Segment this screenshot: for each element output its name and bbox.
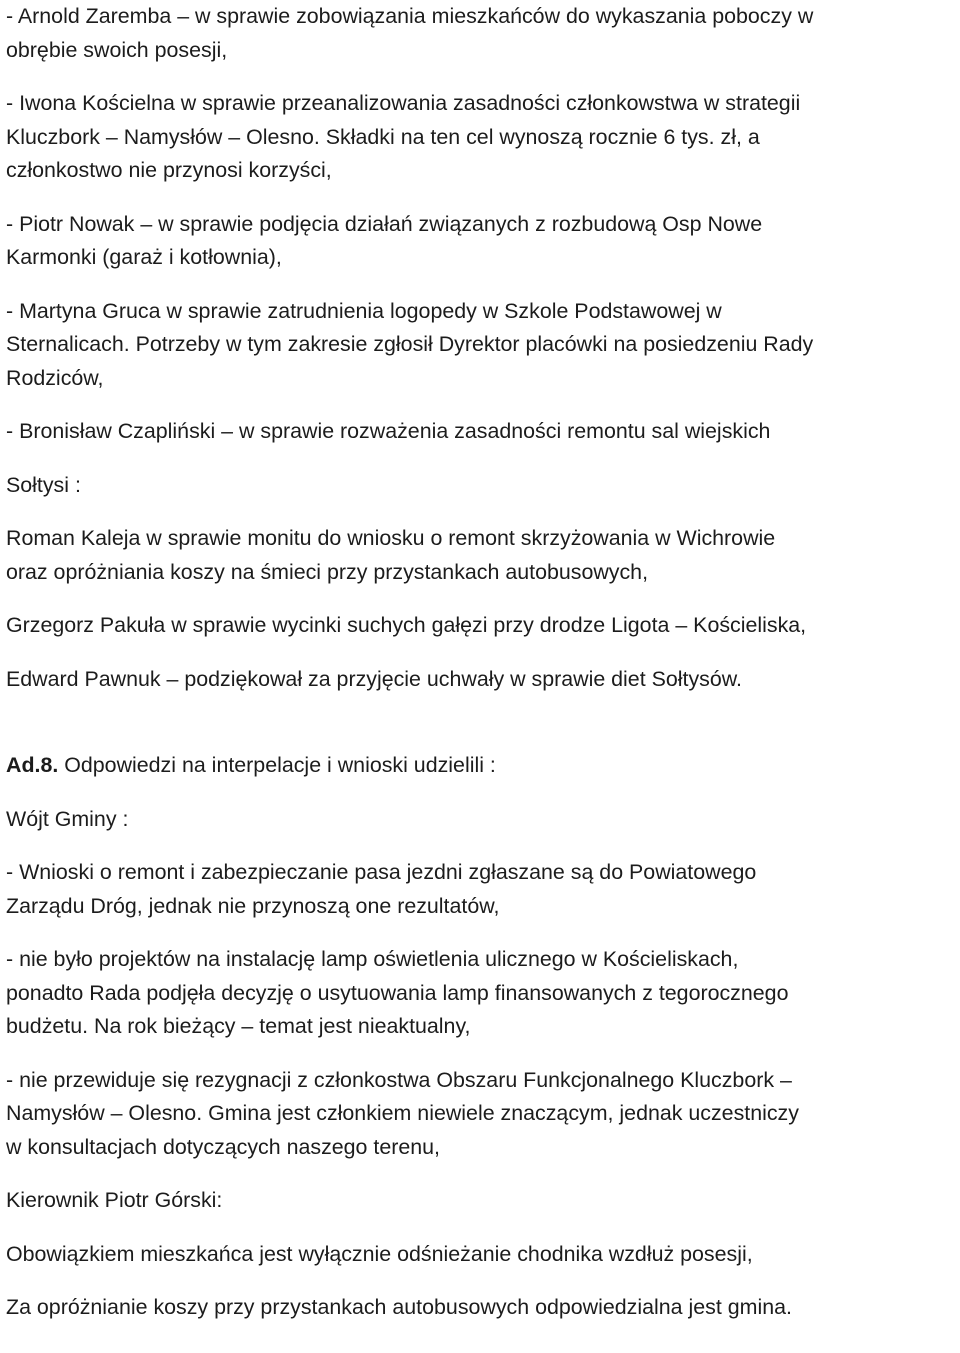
paragraph-piotr-nowak [6,208,956,275]
paragraph-wnioski [6,856,956,923]
paragraph-edward-pawnuk [6,663,956,697]
text-line: Obowiązkiem mieszkańca jest wyłącznie odśnieżanie chodnika wzdłuż posesji, [6,1241,753,1266]
paragraph-czlonkostwo [6,1064,956,1165]
text-line: Kierownik Piotr Górski: [6,1188,223,1212]
paragraph-kosze [6,1291,956,1325]
text-line: Grzegorz Pakuła w sprawie wycinki suchych gałęzi przy drodze Ligota – Kościeliska, [6,613,807,637]
text-line: Edward Pawnuk – podziękował za przyjęcie uchwały w sprawie diet Sołtysów. [6,666,742,691]
paragraph-roman-kaleja [6,522,956,589]
text-line: - Wnioski o remont i zabezpieczanie pasa jezdni zgłaszane są do Powiatowego [6,860,757,884]
text-line: obrębie swoich posesji, [6,37,228,62]
text-line: ponadto Rada podjęła decyzję o usytuowania lamp finansowanych z tegorocznego [6,980,789,1005]
text-line: Za opróżnianie koszy przy przystankach autobusowych odpowiedzialna jest gmina. [6,1295,792,1319]
text-line: członkostwo nie przynosi korzyści, [6,158,332,182]
heading-soltysi [6,469,956,503]
document-page [6,0,956,1325]
text-line: - nie było projektów na instalację lamp oświetlenia ulicznego w Kościeliskach, [6,947,739,971]
text-line: - nie przewiduje się rezygnacji z członkostwa Obszaru Funkcjonalnego Kluczbork – [6,1067,792,1092]
heading-wojt-gminy [6,803,956,837]
text-line: - Iwona Kościelna w sprawie przeanalizowania zasadności członkowstwa w strategii [6,91,801,115]
text-line: Kluczbork – Namysłów – Olesno. Składki na ten cel wynoszą rocznie 6 tys. zł, a [6,124,760,149]
text-line: Sternalicach. Potrzeby w tym zakresie zgłosił Dyrektor placówki na posiedzeniu Rady [6,332,814,356]
text-line: w konsultacjach dotyczących naszego terenu, [6,1134,440,1159]
section-label: Ad.8. [6,753,59,777]
paragraph-lampy [6,943,956,1044]
paragraph-bronislaw-czaplinski [6,415,956,449]
text-line: Sołtysi : [6,472,81,497]
text-line: Namysłów – Olesno. Gmina jest członkiem niewiele znaczącym, jednak uczestniczy [6,1101,799,1125]
heading-kierownik [6,1184,956,1218]
text-line: Rodziców, [6,365,104,390]
text-line: - Arnold Zaremba – w sprawie zobowiązania mieszkańców do wykaszania poboczy w [6,4,814,28]
section-text: Odpowiedzi na interpelacje i wnioski udzielili : [58,753,496,777]
paragraph-grzegorz-pakula [6,609,956,643]
paragraph-arnold-zaremba [6,0,956,67]
paragraph-martyna-gruca [6,295,956,396]
text-line: - Martyna Gruca w sprawie zatrudnienia logopedy w Szkole Podstawowej w [6,298,722,323]
paragraph-odsniezanie [6,1238,956,1272]
text-line: budżetu. Na rok bieżący – temat jest nieaktualny, [6,1014,471,1038]
text-line: oraz opróżniania koszy na śmieci przy przystankach autobusowych, [6,559,649,584]
text-line: Wójt Gminy : [6,806,129,831]
paragraph-iwona-koscielna [6,87,956,188]
text-line: Karmonki (garaż i kotłownia), [6,245,282,269]
text-line: Zarządu Dróg, jednak nie przynoszą one rezultatów, [6,893,500,918]
text-line: - Piotr Nowak – w sprawie podjęcia działań związanych z rozbudową Osp Nowe [6,211,763,236]
text-line: - Bronisław Czapliński – w sprawie rozważenia zasadności remontu sal wiejskich [6,419,771,443]
section-heading-ad8 [6,749,956,783]
text-line: Roman Kaleja w sprawie monitu do wniosku o remont skrzyżowania w Wichrowie [6,526,776,550]
